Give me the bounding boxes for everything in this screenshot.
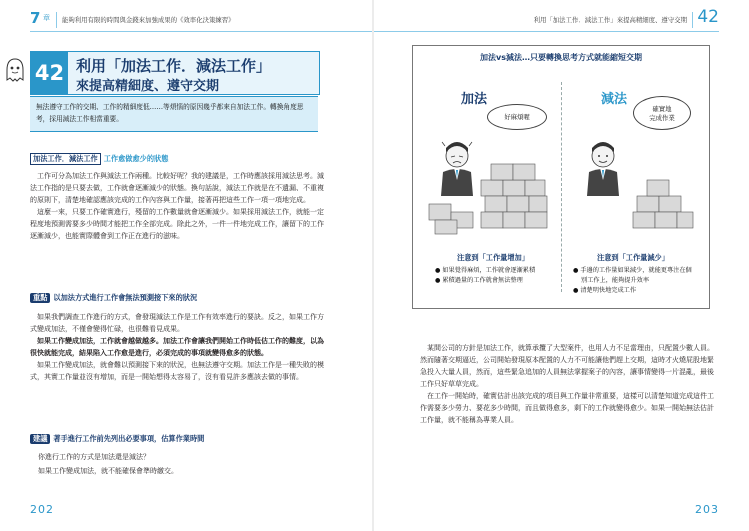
comparison-diagram [412, 45, 710, 309]
intro-box: 無法遵守工作的交期、工作的精細度低……等煩惱的原因幾乎都來自加法工作。轉換角度思考，採用減法工作相當重要。 [30, 96, 318, 132]
subtraction-label: 減法 [601, 92, 628, 107]
header-page-number: 42 [697, 7, 719, 27]
check-question-1: 你進行工作的方式是加法還是減法？ [38, 453, 150, 461]
paragraph: 某間公司的方針是加法工作，就算承攬了大型案件，也用人力不足當理由，只配置少數人員。然而隨著交期逼近，公司開始發現原本配置的人力不可能讓他們趕上交期，這時才火燒屁股地緊急投入大量人員，然而，這些緊急追加的人員無法掌握案子的內容，讓事情變得一片混亂，最後工作只好草草完成。 [420, 344, 714, 388]
section3-heading [30, 434, 204, 444]
list-item: ● 清楚明快地完成工作 [573, 287, 637, 294]
subtraction-note-list [573, 266, 697, 296]
list-item-text: 手邊的工作量如果減少，就能更專注在個別工作上，能夠提升效率 [580, 267, 692, 284]
section2-heading [30, 293, 197, 303]
list-item-text: 清楚明快地完成工作 [580, 287, 637, 294]
addition-note-title: 注意到「工作量增加」 [457, 253, 529, 262]
paragraph-bold: 如果工作變成加法，工作就會越做越多。加法工作會讓我們開始工作時低估工作的難度，以為很快就能完成，結果陷入工作愈是進行，必須完成的事項就變得愈多的狀態。 [30, 337, 324, 357]
right-page-number: 203 [695, 503, 719, 516]
mascot-icon [5, 58, 25, 84]
paragraph: 工作可分為加法工作與減法工作兩種。比較好呢？我的建議是，工作時應該採用減法思考。減法工作指的是只要去做，工作就會逐漸減少的狀態。換句話說，減法工作就是在不遺漏、不重複的原則下，清楚地確認應該完成的工作內容與工作量，接著再把這些工作一項一項地完成。 [30, 172, 324, 204]
paragraph: 在工作一開始時，確實估計出該完成的項目與工作量非常重要，這樣可以清楚知道完成這件工作需要多少勞力、要花多少時間，而且做得愈多，剩下的工作就變得愈少。如果一開始無法估計工作量，就不能稱為專業人員。 [420, 392, 714, 424]
section1-heading-text: 工作愈做愈少的狀態 [103, 154, 169, 163]
running-header-text: 利用「加法工作．減法工作」來提高精細度、遵守交期 [533, 16, 687, 24]
section1-heading [30, 153, 168, 165]
paragraph: 如果我們調查工作進行的方式，會發現減法工作是工作有效率進行的要訣。反之，如果工作方式變成加法，不僅會變得忙碌，也很難看見成果。 [30, 313, 324, 333]
addition-label: 加法 [461, 92, 488, 107]
bubble-line: 完成作業 [649, 114, 675, 122]
diagram-title: 加法vs減法…只要轉換思考方式就能縮短交期 [480, 53, 642, 62]
section1-body [30, 170, 330, 242]
section3-heading-text: 著手進行工作前先列出必要事項，估算作業時間 [53, 434, 205, 443]
right-body [420, 342, 716, 426]
paragraph: 如果工作變成加法，就會難以預測接下來的狀況，也無法遵守交期。加法工作是一種失敗的模式，其實工作量並沒有增加，而是一開始想得太容易了，沒有看見許多應該去做的事情。 [30, 361, 324, 381]
section2-body [30, 311, 330, 383]
list-item: ● 如果覺得麻煩，工作就會逐漸累積 [435, 267, 536, 274]
section3-tag: 建議 [30, 434, 50, 444]
paragraph: 這麼一來，只要工作確實進行，殘留的工作數量就會逐漸減少。如果採用減法工作，就能一定程度地預測需要多少時間才能把工作全部完成。除此之外，一件一件地完成工作，讓留下的工作逐漸減少，也能實際體會到工作正在進行的滋味。 [30, 208, 324, 240]
list-item-text: 如果覺得麻煩，工作就會逐漸累積 [442, 267, 536, 274]
subtraction-speech-bubble [633, 96, 691, 130]
header-separator [56, 12, 57, 28]
section2-heading-text: 以加法方式進行工作會無法預測接下來的狀況 [53, 293, 198, 302]
list-item: ● 手邊的工作量如果減少，就能更專注在個別工作上，能夠提升效率 [573, 267, 692, 284]
left-page-number: 202 [30, 503, 54, 516]
diagram-divider [561, 82, 562, 292]
right-page [374, 0, 749, 531]
list-item-text: 累積過量的工作就會無法整理 [442, 277, 523, 284]
section-title-line2: 來提高精細度、遵守交期 [76, 79, 220, 94]
addition-speech-bubble: 好麻煩喔 [487, 104, 547, 130]
header-separator [692, 12, 693, 28]
section1-tag: 加法工作．減法工作 [30, 153, 101, 165]
addition-note-list [435, 266, 547, 286]
section2-tag: 重點 [30, 293, 50, 303]
right-running-header [374, 7, 719, 32]
chapter-word: 章 [43, 14, 50, 22]
left-page [0, 0, 372, 531]
subtraction-illustration [571, 132, 697, 236]
left-running-header [30, 11, 372, 32]
section-title-line1: 利用「加法工作．減法工作」 [76, 57, 272, 75]
list-item: ● 累積過量的工作就會無法整理 [435, 277, 523, 284]
section-title-block [30, 51, 320, 95]
check-question-2: 如果工作變成加法，就不能確保會準時繳交。 [38, 467, 178, 475]
bubble-line: 確實地 [652, 105, 672, 113]
subtraction-note-title: 注意到「工作量減少」 [597, 253, 669, 262]
addition-illustration [425, 132, 551, 236]
chapter-number: 7 [30, 9, 41, 27]
running-header-text: 能夠利用有限的時間與金錢來加強成果的《效率化決策練習》 [62, 16, 235, 24]
section-number: 42 [31, 52, 68, 94]
